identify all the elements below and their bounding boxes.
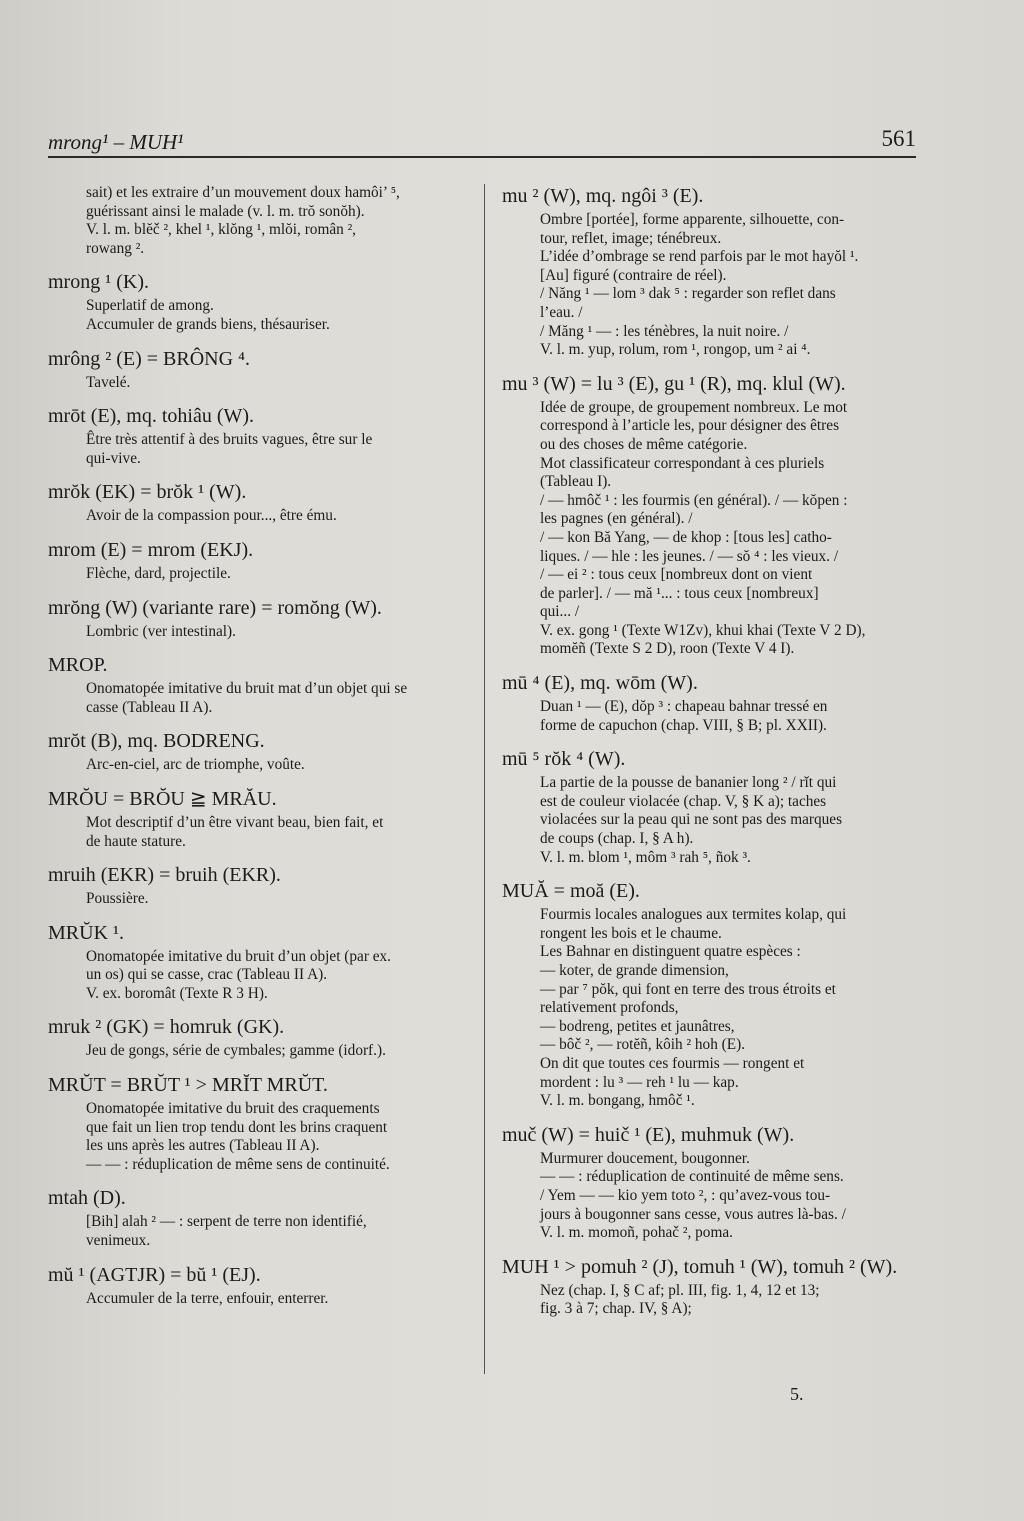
definition-line: les uns après les autres (Tableau II A). xyxy=(86,1137,320,1155)
dictionary-entry xyxy=(48,596,470,642)
entry-definition xyxy=(540,399,920,659)
dictionary-entry xyxy=(48,270,470,334)
definition-line: de coups (chap. I, § A h). xyxy=(540,830,694,848)
dictionary-entry xyxy=(48,729,470,775)
definition-line: casse (Tableau II A). xyxy=(86,698,213,716)
definition-line: V. l. m. yup, rolum, rom ¹, rongop, um ² ai ⁴. xyxy=(540,341,811,359)
entry-headword: MRŎU = BRŎU ≧ MRĂU. xyxy=(48,787,277,810)
dictionary-entry xyxy=(48,1073,470,1174)
definition-line: — — : réduplication de continuité de même sens. xyxy=(540,1168,844,1186)
entry-headword: mrŏt (B), mq. BODRENG. xyxy=(48,730,265,753)
dictionary-entry xyxy=(48,787,470,851)
definition-line: Onomatopée imitative du bruit mat d’un objet qui se xyxy=(86,680,408,698)
definition-line: Onomatopée imitative du bruit d’un objet (par ex. xyxy=(86,947,392,965)
definition-line: — koter, de grande dimension, xyxy=(540,962,729,979)
dictionary-entry xyxy=(48,653,470,717)
definition-line: de parler]. / — mă ¹... : tous ceux [nombreux] xyxy=(540,584,819,602)
dictionary-entry xyxy=(502,747,920,867)
definition-line: relativement profonds, xyxy=(540,999,679,1017)
dictionary-entry xyxy=(48,863,470,909)
definition-line: jours à bougonner sans cesse, vous autres là-bas. / xyxy=(540,1205,846,1223)
definition-line: [Au] figuré (contraire de réel). xyxy=(540,266,727,284)
entry-definition xyxy=(86,1100,470,1174)
definition-line: Tavelé. xyxy=(86,373,131,391)
column-divider xyxy=(484,184,485,1374)
definition-line: Superlatif de among. xyxy=(86,297,214,315)
definition-line: [Bih] alah ² — : serpent de terre non identifié, xyxy=(86,1213,367,1231)
entry-definition xyxy=(86,623,470,642)
definition-line: — par ⁷ pŏk, qui font en terre des trous étroits et xyxy=(540,980,836,998)
entry-definition xyxy=(86,1290,470,1309)
definition-line: Mot classificateur correspondant à ces pluriels xyxy=(540,454,825,472)
entry-headword: mtah (D). xyxy=(48,1187,126,1210)
running-head-title: mrong¹ – MUH¹ xyxy=(48,130,184,154)
definition-line: V. ex. gong ¹ (Texte W1Zv), khui khai (Texte V 2 D), xyxy=(540,621,866,639)
definition-line: (Tableau I). xyxy=(540,473,612,491)
dictionary-entry xyxy=(502,671,920,735)
dictionary-entry xyxy=(502,879,920,1111)
dictionary-entry xyxy=(48,1186,470,1250)
definition-line: On dit que toutes ces fourmis — rongent et xyxy=(540,1054,805,1072)
definition-line: Jeu de gongs, série de cymbales; gamme (idorf.). xyxy=(86,1042,386,1060)
entry-definition xyxy=(540,211,920,360)
entry-headword: mrông ² (E) = BRÔNG ⁴. xyxy=(48,347,251,370)
definition-line: / — kon Bă Yang, — de khop : [tous les] catho- xyxy=(540,528,832,546)
definition-line: — bôč ², — rotĕñ, kôih ² hoh (E). xyxy=(540,1036,746,1054)
continued-entry-text xyxy=(86,184,470,258)
definition-line: La partie de la pousse de bananier long ² / rĭt qui xyxy=(540,774,837,792)
entry-definition xyxy=(86,756,470,775)
definition-line: V. ex. boromât (Texte R 3 H). xyxy=(86,984,268,1002)
definition-line: liques. / — hle : les jeunes. / — sŏ ⁴ : les vieux. / xyxy=(540,547,839,565)
entry-definition xyxy=(540,1150,920,1243)
definition-line: V. l. m. blĕč ², khel ¹, klŏng ¹, mlŏi, român ², xyxy=(86,221,357,239)
definition-line: Être très attentif à des bruits vagues, être sur le xyxy=(86,431,373,449)
dictionary-entry xyxy=(48,538,470,584)
definition-line: sait) et les extraire d’un mouvement doux hamôi’ ⁵, xyxy=(86,184,400,201)
definition-line: rongent les bois et le chaume. xyxy=(540,924,722,942)
definition-line: qui-vive. xyxy=(86,449,141,467)
entry-definition xyxy=(86,1042,470,1061)
dictionary-entry xyxy=(48,1015,470,1061)
definition-line: Onomatopée imitative du bruit des craquements xyxy=(86,1100,380,1118)
entry-definition xyxy=(86,814,470,851)
definition-line: Nez (chap. I, § C af; pl. III, fig. 1, 4, 12 et 13; xyxy=(540,1281,820,1299)
definition-line: que fait un lien trop tendu dont les brins craquent xyxy=(86,1118,388,1136)
definition-line: correspond à l’article les, pour désigner des êtres xyxy=(540,417,840,435)
definition-line: venimeux. xyxy=(86,1232,151,1250)
entry-definition xyxy=(86,374,470,393)
entry-headword: MUĂ = moă (E). xyxy=(502,880,640,903)
entry-definition xyxy=(540,906,920,1111)
dictionary-entry xyxy=(48,480,470,526)
definition-line: / — hmôč ¹ : les fourmis (en général). / — kŏpen : xyxy=(540,491,848,509)
definition-line: Accumuler de la terre, enfouir, enterrer. xyxy=(86,1289,329,1307)
signature-mark: 5. xyxy=(790,1384,804,1404)
definition-line: V. l. m. momoñ, pohač ², poma. xyxy=(540,1224,733,1242)
entry-headword: mū ⁵ rŏk ⁴ (W). xyxy=(502,748,626,771)
entry-definition xyxy=(86,297,470,334)
running-head xyxy=(48,124,916,158)
entry-headword: mruih (EKR) = bruih (EKR). xyxy=(48,864,281,887)
entry-headword: MRŬK ¹. xyxy=(48,921,125,944)
definition-line: violacées sur la peau qui ne sont pas des marques xyxy=(540,811,843,829)
definition-line: qui... / xyxy=(540,603,580,621)
right-column xyxy=(502,184,920,1331)
entry-headword: mrŏk (EK) = brŏk ¹ (W). xyxy=(48,481,247,504)
definition-line: Ombre [portée], forme apparente, silhouette, con- xyxy=(540,211,845,228)
entry-headword: mrŏng (W) (variante rare) = romŏng (W). xyxy=(48,596,382,619)
definition-line: l’eau. / xyxy=(540,303,583,321)
definition-line: rowang ². xyxy=(86,239,145,257)
entry-headword: mū ⁴ (E), mq. wōm (W). xyxy=(502,672,698,695)
definition-line: Duan ¹ — (E), dŏp ³ : chapeau bahnar tressé en xyxy=(540,698,828,716)
definition-line: / Năng ¹ — lom ³ dak ⁵ : regarder son reflet dans xyxy=(540,285,836,303)
entry-definition xyxy=(86,565,470,584)
dictionary-entry xyxy=(502,1255,920,1319)
definition-line: Les Bahnar en distinguent quatre espèces : xyxy=(540,943,801,961)
entry-headword: mŭ ¹ (AGTJR) = bŭ ¹ (EJ). xyxy=(48,1263,261,1286)
entry-headword: mruk ² (GK) = homruk (GK). xyxy=(48,1016,285,1039)
entry-definition xyxy=(540,1282,920,1319)
definition-line: Mot descriptif d’un être vivant beau, bien fait, et xyxy=(86,813,384,831)
entry-definition xyxy=(86,1213,470,1250)
definition-line: V. l. m. blom ¹, môm ³ rah ⁵, ñok ³. xyxy=(540,848,751,866)
definition-line: — — : réduplication de même sens de continuité. xyxy=(86,1155,390,1173)
definition-line: / Yem — — kio yem toto ², : qu’avez-vous tou- xyxy=(540,1186,831,1204)
definition-line: Idée de groupe, de groupement nombreux. Le mot xyxy=(540,398,848,416)
definition-line: Poussière. xyxy=(86,890,149,908)
definition-line: Avoir de la compassion pour..., être ému. xyxy=(86,507,337,525)
definition-line: est de couleur violacée (chap. V, § K a); taches xyxy=(540,792,827,810)
page-number: 561 xyxy=(881,126,916,151)
definition-line: Fourmis locales analogues aux termites kolap, qui xyxy=(540,906,847,924)
entry-headword: MRŬT = BRŬT ¹ > MRĬT MRŬT. xyxy=(48,1074,328,1097)
definition-line: / Măng ¹ — : les ténèbres, la nuit noire. / xyxy=(540,322,789,340)
left-column xyxy=(48,184,470,1320)
definition-line: Lombric (ver intestinal). xyxy=(86,622,236,640)
dictionary-entry xyxy=(48,347,470,393)
entry-definition xyxy=(540,698,920,735)
definition-line: tour, reflet, image; ténébreux. xyxy=(540,229,722,247)
entry-headword: muč (W) = huič ¹ (E), muhmuk (W). xyxy=(502,1123,795,1146)
dictionary-entry xyxy=(48,1263,470,1309)
dictionary-entry xyxy=(48,921,470,1004)
definition-line: fig. 3 à 7; chap. IV, § A); xyxy=(540,1300,692,1318)
definition-line: Murmurer doucement, bougonner. xyxy=(540,1149,750,1167)
definition-line: — bodreng, petites et jaunâtres, xyxy=(540,1017,735,1035)
definition-line: Flèche, dard, projectile. xyxy=(86,564,231,582)
entry-headword: mrong ¹ (K). xyxy=(48,271,149,294)
definition-line: L’idée d’ombrage se rend parfois par le mot hayŏl ¹. xyxy=(540,248,859,266)
dictionary-entry xyxy=(502,1123,920,1243)
dictionary-entry xyxy=(48,404,470,468)
entry-headword: MROP. xyxy=(48,654,108,677)
definition-line: guérissant ainsi le malade (v. l. m. trŏ sonŏh). xyxy=(86,202,365,220)
definition-line: Arc-en-ciel, arc de triomphe, voûte. xyxy=(86,756,305,774)
definition-line: mordent : lu ³ — reh ¹ lu — kap. xyxy=(540,1073,739,1091)
definition-line: forme de capuchon (chap. VIII, § B; pl. XXII). xyxy=(540,716,827,734)
definition-line: un os) qui se casse, crac (Tableau II A). xyxy=(86,966,328,984)
entry-definition xyxy=(86,680,470,717)
definition-line: V. l. m. bongang, hmôč ¹. xyxy=(540,1092,695,1110)
definition-line: ou des choses de même catégorie. xyxy=(540,435,748,453)
definition-line: Accumuler de grands biens, thésauriser. xyxy=(86,315,330,333)
definition-line: les pagnes (en général). / xyxy=(540,510,693,528)
dictionary-entry xyxy=(502,372,920,659)
entry-headword: mrōt (E), mq. tohiâu (W). xyxy=(48,405,255,428)
definition-line: de haute stature. xyxy=(86,832,186,850)
entry-definition xyxy=(86,431,470,468)
entry-definition xyxy=(86,948,470,1004)
definition-line: / — ei ² : tous ceux [nombreux dont on vient xyxy=(540,566,813,584)
dictionary-entry xyxy=(502,184,920,360)
entry-definition xyxy=(540,774,920,867)
entry-headword: mrom (E) = mrom (EKJ). xyxy=(48,538,254,561)
entry-headword: MUH ¹ > pomuh ² (J), tomuh ¹ (W), tomuh ² (W). xyxy=(502,1255,898,1278)
entry-headword: mu ² (W), mq. ngôi ³ (E). xyxy=(502,185,704,207)
entry-definition xyxy=(86,890,470,909)
definition-line: momĕñ (Texte S 2 D), roon (Texte V 4 I). xyxy=(540,640,795,658)
entry-definition xyxy=(86,507,470,526)
entry-headword: mu ³ (W) = lu ³ (E), gu ¹ (R), mq. klul (W). xyxy=(502,372,846,395)
